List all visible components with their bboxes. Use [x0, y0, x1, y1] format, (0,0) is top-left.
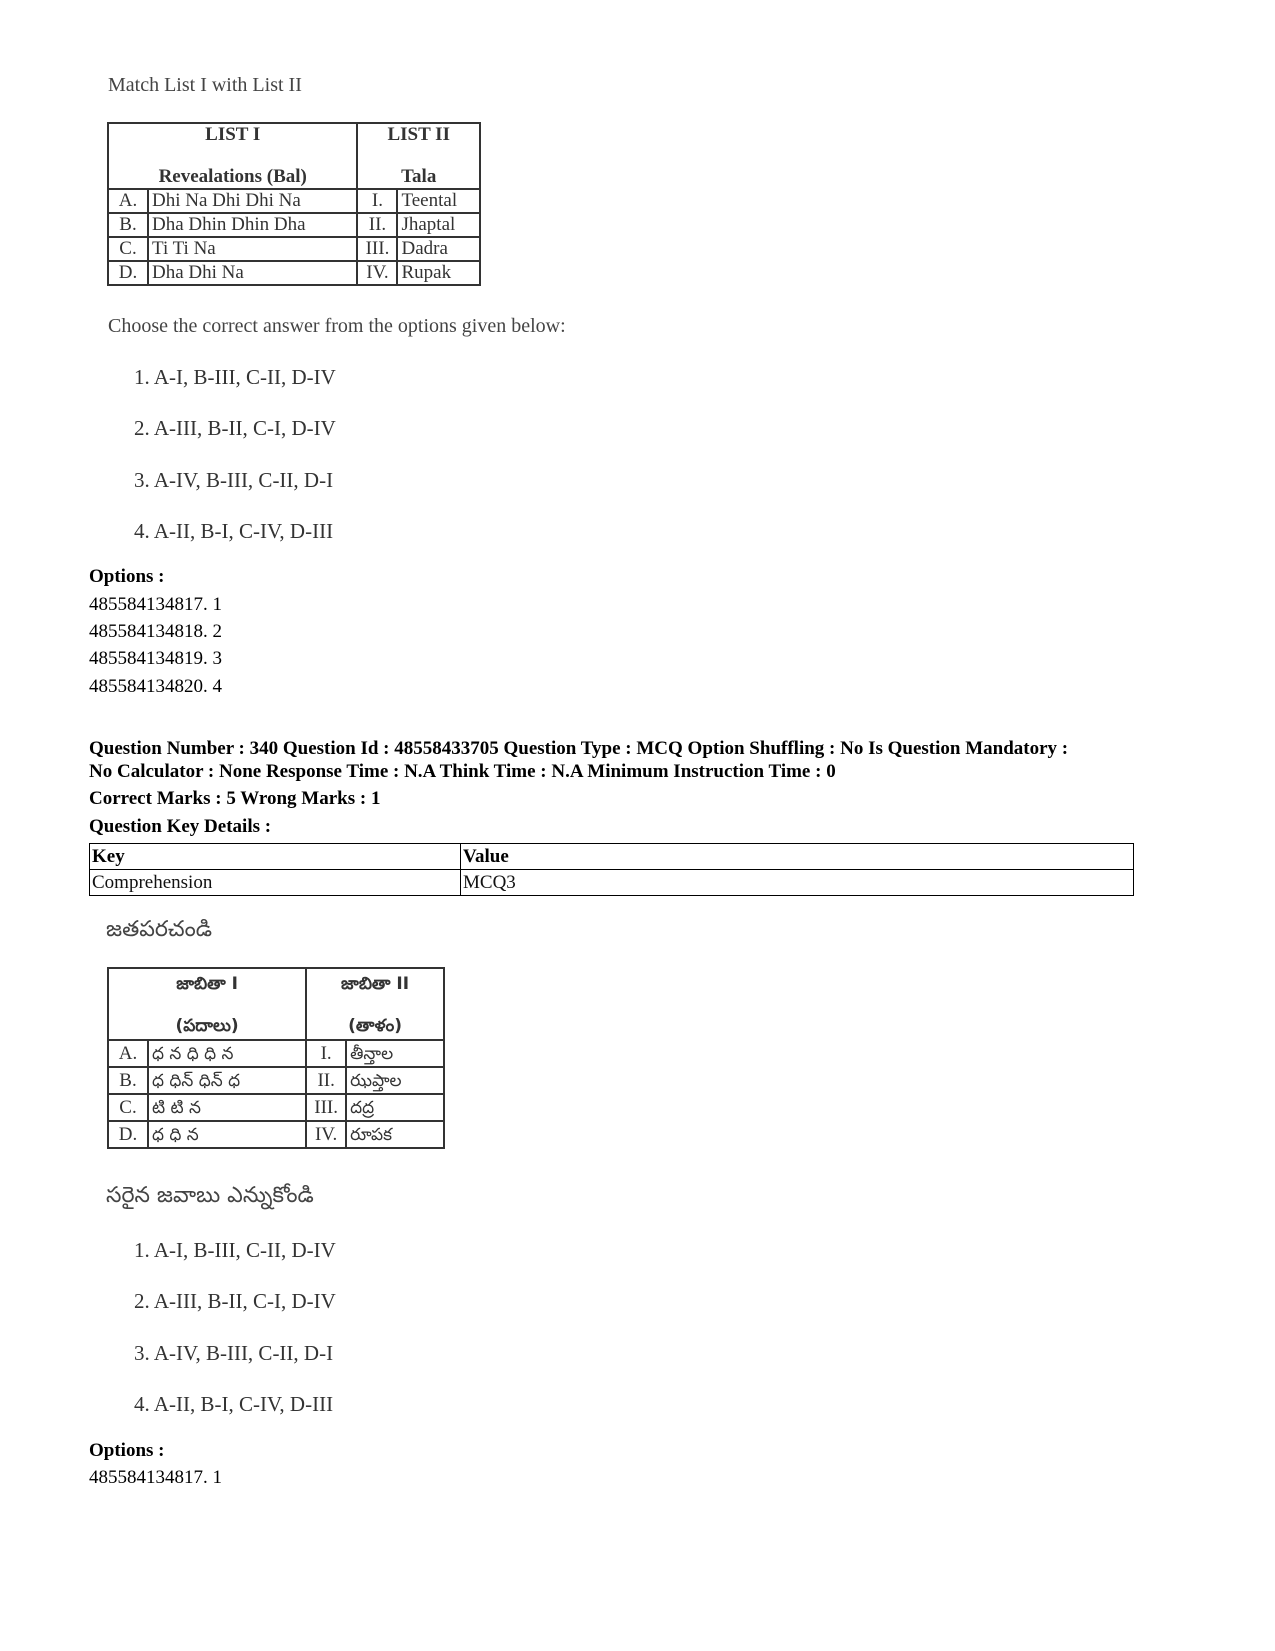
table-row: C. టి టి న III. దద్ర	[108, 1094, 444, 1121]
table-row: C. Ti Ti Na III. Dadra	[108, 237, 480, 261]
table-row: A. Dhi Na Dhi Dhi Na I. Teental	[108, 189, 480, 213]
q1-list1-header: LIST I Revealations (Bal)	[108, 123, 357, 189]
q1-option-4: 485584134820. 4	[89, 676, 222, 697]
q1-match-table	[107, 122, 481, 286]
q1-answer-1: 1. A-I, B-III, C-II, D-IV	[134, 365, 336, 389]
q1-answer-4: 4. A-II, B-I, C-IV, D-III	[134, 519, 334, 543]
table-row: B. Dha Dhin Dhin Dha II. Jhaptal	[108, 213, 480, 237]
table-row: B. ధ ధిన్ ధిన్ ధ II. ఝప్తాల	[108, 1067, 444, 1094]
q1-answer-3: 3. A-IV, B-III, C-II, D-I	[134, 468, 334, 492]
table-row: D. Dha Dhi Na IV. Rupak	[108, 261, 480, 285]
q2-match-table	[107, 967, 445, 1149]
q2-options-label: Options :	[89, 1440, 165, 1461]
q1-list2-header: LIST II Tala	[357, 123, 480, 189]
table-row: Key Value	[90, 844, 1134, 870]
q1-options-label: Options :	[89, 566, 165, 587]
q2-answer-4: 4. A-II, B-I, C-IV, D-III	[134, 1392, 334, 1416]
q2-key-details-label: Question Key Details :	[89, 816, 272, 837]
q2-answer-1: 1. A-I, B-III, C-II, D-IV	[134, 1238, 336, 1262]
q1-option-1: 485584134817. 1	[89, 594, 222, 615]
q1-answer-2: 2. A-III, B-II, C-I, D-IV	[134, 416, 336, 440]
q1-option-2: 485584134818. 2	[89, 621, 222, 642]
table-row: D. ధ ధి న IV. రూపక	[108, 1121, 444, 1148]
q2-meta-line1: Question Number : 340 Question Id : 48558433705 Question Type : MCQ Option Shuffling : No Is Question Mandatory :	[89, 738, 1069, 759]
q2-answer-2: 2. A-III, B-II, C-I, D-IV	[134, 1289, 336, 1313]
q2-list1-header: జాబితా I (పదాలు)	[108, 968, 306, 1040]
q2-answer-3: 3. A-IV, B-III, C-II, D-I	[134, 1341, 334, 1365]
table-row: A. ధ న ధి ధి న I. తీన్తాల	[108, 1040, 444, 1067]
q1-option-3: 485584134819. 3	[89, 648, 222, 669]
q1-instruction: Match List I with List II	[108, 74, 302, 96]
q2-list2-header: జాబితా II (తాళం)	[306, 968, 444, 1040]
table-row: Comprehension MCQ3	[90, 870, 1134, 896]
q2-meta-line2: No Calculator : None Response Time : N.A Think Time : N.A Minimum Instruction Time : 0	[89, 761, 836, 782]
q2-choose-text: సరైన జవాబు ఎన్నుకోండి	[106, 1183, 314, 1208]
q1-choose-text: Choose the correct answer from the options given below:	[108, 315, 566, 337]
q2-instruction: జతపరచండి	[106, 917, 213, 942]
q2-key-table	[89, 843, 1134, 896]
q2-option-1: 485584134817. 1	[89, 1467, 222, 1488]
q2-marks: Correct Marks : 5 Wrong Marks : 1	[89, 788, 381, 809]
